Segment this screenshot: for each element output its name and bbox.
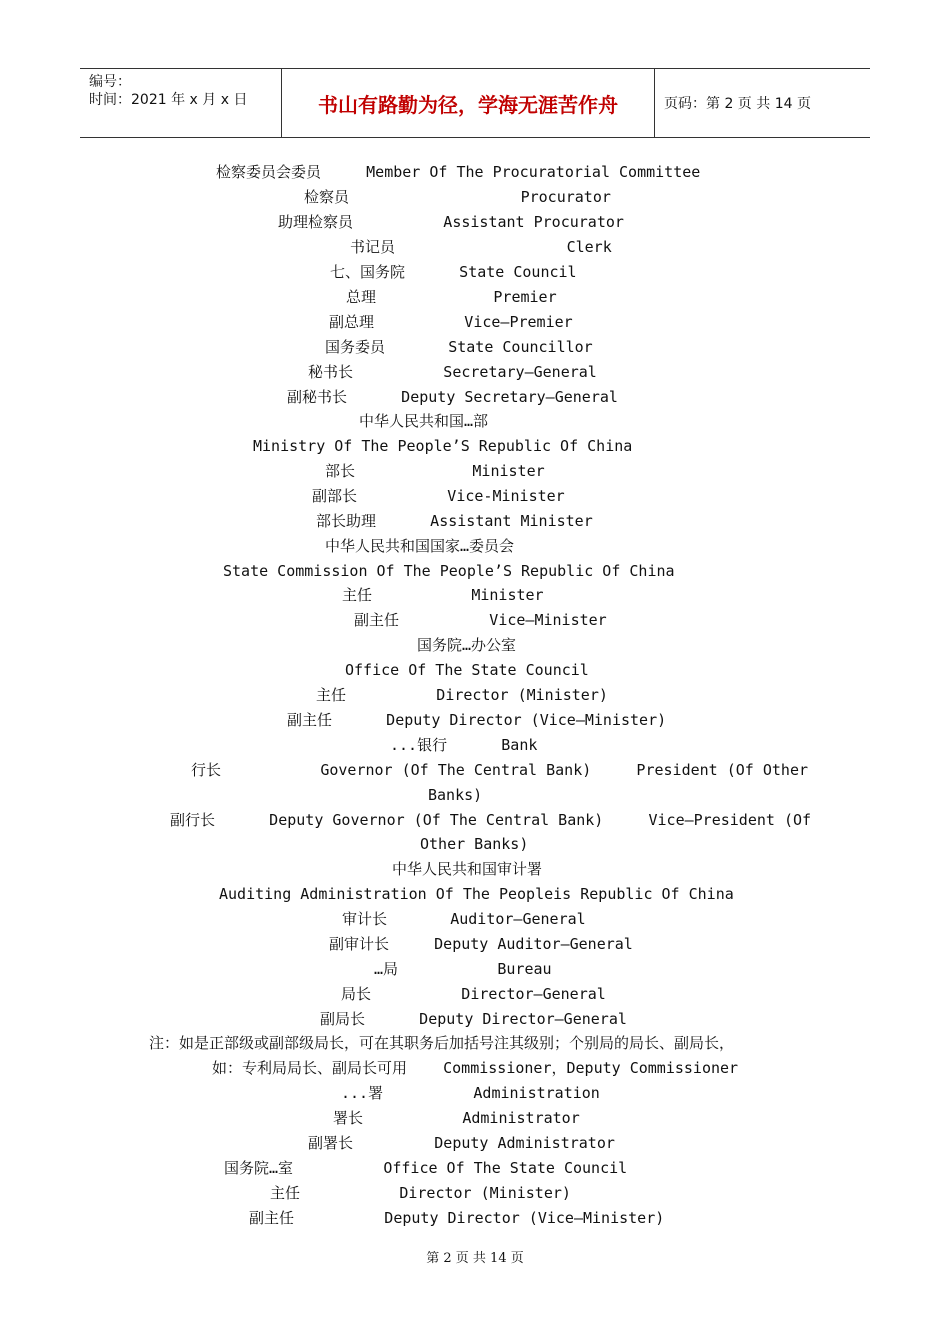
text-line: Auditing Administration Of The Peopleis Republic Of China xyxy=(219,885,734,903)
text-line: 主任 Director (Minister) xyxy=(270,1184,571,1202)
header-page-label: 页码：第 2 页 共 14 页 xyxy=(664,96,811,112)
note-line: 注：如是正部级或副部级局长，可在其职务后加括号注其级别；个别局的局长、副局长， xyxy=(149,1034,735,1052)
text-line: 主任 Director (Minister) xyxy=(316,686,608,704)
text-line: 副部长 Vice-Minister xyxy=(312,487,565,505)
text-line: 书记员 Clerk xyxy=(350,238,612,256)
text-line: 国务院…室 Office Of The State Council xyxy=(224,1159,628,1177)
text-line: 副署长 Deputy Administrator xyxy=(308,1134,615,1152)
text-line: 主任 Minister xyxy=(342,586,544,604)
text-line: 中华人民共和国审计署 xyxy=(392,860,543,878)
note-line: 如：专利局局长、副局长可用 Commissioner，Deputy Commissioner xyxy=(212,1059,739,1077)
text-line: 部长助理 Assistant Minister xyxy=(316,512,593,530)
text-line: 副局长 Deputy Director—General xyxy=(320,1010,627,1028)
text-line: 总理 Premier xyxy=(346,288,557,306)
text-line: 检察员 Procurator xyxy=(304,188,611,206)
text-line: 部长 Minister xyxy=(325,462,545,480)
text-line: 七、国务院 State Council xyxy=(330,263,577,281)
header-motto: 书山有路勤为径，学海无涯苦作舟 xyxy=(282,69,655,137)
text-line: 检察委员会委员 Member Of The Procuratorial Committee xyxy=(216,163,701,181)
text-line: 审计长 Auditor—General xyxy=(342,910,586,928)
text-line: Other Banks) xyxy=(420,835,529,853)
text-line: 中华人民共和国…部 xyxy=(359,412,489,430)
text-line: 国务委员 State Councillor xyxy=(325,338,593,356)
text-line: 行长 Governor (Of The Central Bank) President (Of Other xyxy=(191,761,808,779)
text-line: 副秘书长 Deputy Secretary—General xyxy=(287,388,618,406)
number-label: 编号： xyxy=(89,74,131,90)
text-line: 副行长 Deputy Governor (Of The Central Bank) Vice—President (Of xyxy=(170,811,812,829)
text-line: 副总理 Vice—Premier xyxy=(329,313,573,331)
text-line: ...银行 Bank xyxy=(390,736,538,754)
text-line: Office Of The State Council xyxy=(345,661,589,679)
page-footer: 第 2 页 共 14 页 xyxy=(426,1251,524,1266)
date-label: 时间：2021 年 x 月 x 日 xyxy=(89,92,248,108)
text-line: …局 Bureau xyxy=(374,960,552,978)
text-line: Banks) xyxy=(428,786,483,804)
text-line: 副主任 Vice—Minister xyxy=(354,611,607,629)
text-line: 中华人民共和国国家…委员会 xyxy=(325,537,515,555)
text-line: State Commission Of The People’S Republic Of China xyxy=(223,562,675,580)
text-line: 国务院…办公室 xyxy=(417,636,517,654)
text-line: Ministry Of The People’S Republic Of China xyxy=(253,437,633,455)
text-line: 副审计长 Deputy Auditor—General xyxy=(329,935,633,953)
text-line: ...署 Administration xyxy=(341,1084,600,1102)
text-line: 副主任 Deputy Director (Vice—Minister) xyxy=(287,711,667,729)
text-line: 秘书长 Secretary—General xyxy=(308,363,597,381)
text-line: 助理检察员 Assistant Procurator xyxy=(278,213,624,231)
text-line: 副主任 Deputy Director (Vice—Minister) xyxy=(249,1209,665,1227)
text-line: 局长 Director—General xyxy=(341,985,606,1003)
text-line: 署长 Administrator xyxy=(333,1109,580,1127)
